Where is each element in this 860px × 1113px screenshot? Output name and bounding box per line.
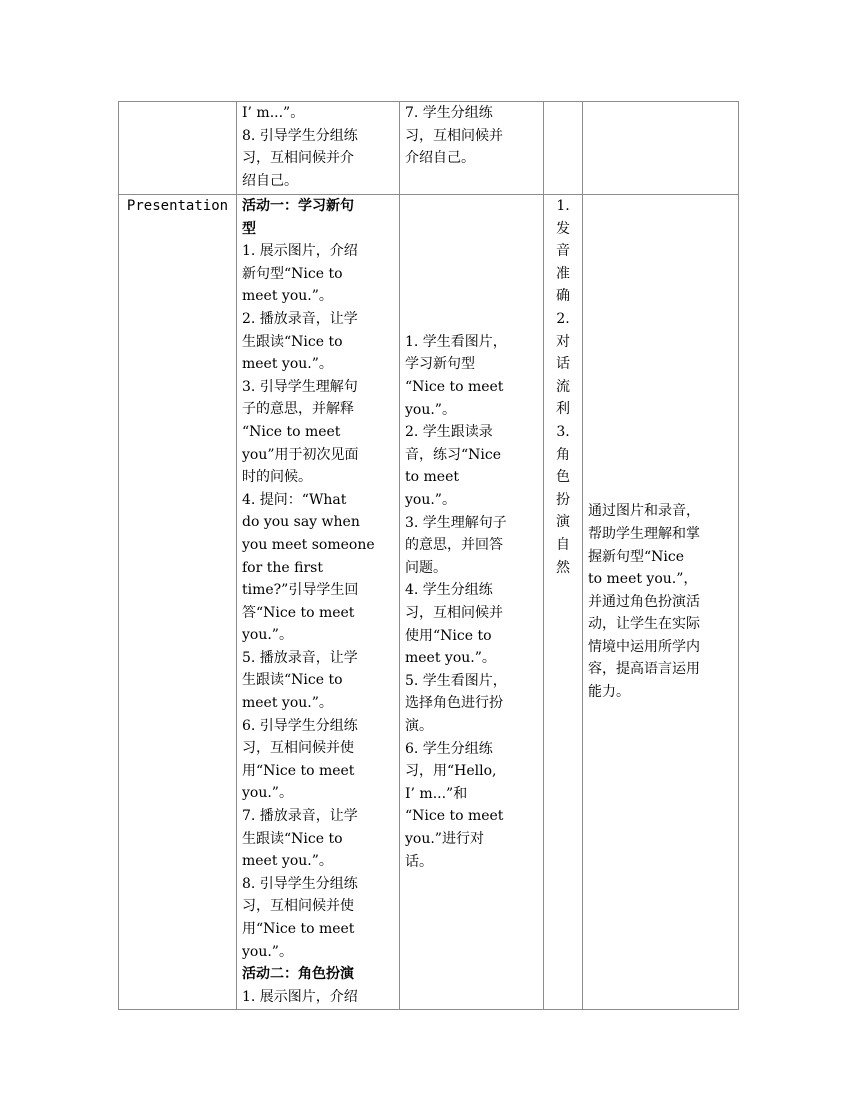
teacher-activity-line: 型 bbox=[242, 220, 256, 237]
purpose-line: 握新句型“Nice bbox=[588, 548, 685, 565]
student-activity-line: 选择角色进行扮 bbox=[405, 695, 503, 712]
assessment-char: 演 bbox=[556, 514, 570, 531]
purpose-line: 容，提高语言运用 bbox=[588, 661, 700, 678]
teacher-activity-line: you meet someone bbox=[242, 536, 375, 553]
student-activity-line: 1. 学生看图片， bbox=[405, 333, 507, 350]
assessment-char: 流 bbox=[556, 378, 570, 395]
teacher-activity-cell bbox=[237, 195, 400, 1010]
teacher-activity-line: 1. 展示图片，介绍 bbox=[242, 243, 358, 260]
purpose-line: 情境中运用所学内 bbox=[588, 638, 700, 655]
purpose-cell bbox=[583, 195, 739, 1010]
student-activity-line: 2. 学生跟读录 bbox=[405, 424, 493, 441]
teacher-activity-line: you”用于初次见面 bbox=[242, 446, 359, 463]
teacher-activity-line: 习，互相问候并使 bbox=[242, 740, 354, 757]
teacher-activity-line: 1. 展示图片，介绍 bbox=[242, 988, 358, 1005]
purpose-line: 动，让学生在实际 bbox=[588, 616, 700, 633]
teacher-activity-line: 活动二：角色扮演 bbox=[242, 966, 354, 983]
student-activity-line: 的意思，并回答 bbox=[405, 537, 503, 554]
teacher-activity-line: for the first bbox=[242, 559, 323, 576]
stage-label: Presentation bbox=[119, 195, 237, 1010]
teacher-activity-line: meet you.”。 bbox=[242, 288, 333, 305]
teacher-activity-line: 子的意思，并解释 bbox=[242, 401, 354, 418]
teacher-activity-line: I’ m...”。 bbox=[242, 105, 305, 121]
teacher-activity-line: meet you.”。 bbox=[242, 695, 333, 712]
student-activity-cell bbox=[400, 102, 544, 195]
student-activity-line: 介绍自己。 bbox=[405, 150, 475, 167]
teacher-activity-line: 6. 引导学生分组练 bbox=[242, 717, 358, 734]
teacher-activity-line: 3. 引导学生理解句 bbox=[242, 378, 358, 395]
table-row bbox=[119, 195, 739, 1010]
teacher-activity-line: 7. 播放录音，让学 bbox=[242, 808, 358, 825]
teacher-activity-line: 习，互相问候并介 bbox=[242, 150, 354, 167]
student-activity-line: 7. 学生分组练 bbox=[405, 105, 493, 121]
student-activity-line: meet you.”。 bbox=[405, 650, 496, 667]
assessment-char: 音 bbox=[556, 243, 570, 260]
student-activity-line: you.”。 bbox=[405, 492, 456, 509]
assessment-char: 2. bbox=[556, 310, 570, 327]
teacher-activity-line: 用“Nice to meet bbox=[242, 921, 355, 937]
student-activity-line: 音，练习“Nice bbox=[405, 446, 502, 463]
teacher-activity-line: meet you.”。 bbox=[242, 853, 333, 870]
lesson-plan-table bbox=[118, 101, 739, 1010]
teacher-activity-line: you.”。 bbox=[242, 627, 293, 644]
student-activity-line: 使用“Nice to bbox=[405, 627, 492, 644]
teacher-activity-line: 习，互相问候并使 bbox=[242, 898, 354, 915]
teacher-activity-line: 答“Nice to meet bbox=[242, 604, 355, 621]
assessment-char: 自 bbox=[556, 536, 570, 553]
teacher-activity-line: 2. 播放录音，让学 bbox=[242, 310, 358, 327]
teacher-activity-line: 用“Nice to meet bbox=[242, 762, 355, 779]
teacher-activity-line: you.”。 bbox=[242, 943, 293, 960]
purpose-line: 能力。 bbox=[588, 684, 630, 701]
purpose-line: 并通过角色扮演活 bbox=[588, 593, 700, 610]
teacher-activity-line: 生跟读“Nice to bbox=[242, 830, 343, 847]
assessment-char: 发 bbox=[556, 220, 570, 237]
teacher-activity-line: 生跟读“Nice to bbox=[242, 672, 343, 689]
assessment-char: 确 bbox=[556, 288, 570, 305]
student-activity-line: 问题。 bbox=[405, 559, 447, 576]
teacher-activity-line: 时的问候。 bbox=[242, 469, 312, 486]
assessment-char: 准 bbox=[556, 265, 570, 282]
teacher-activity-cell bbox=[237, 102, 400, 195]
assessment-char: 扮 bbox=[556, 491, 570, 508]
student-activity-line: “Nice to meet bbox=[405, 379, 504, 396]
teacher-activity-line: do you say when bbox=[242, 514, 360, 531]
assessment-char: 对 bbox=[556, 333, 570, 350]
student-activity-line: you.”。 bbox=[405, 401, 456, 418]
teacher-activity-line: 绍自己。 bbox=[242, 172, 298, 189]
teacher-activity-line: 新句型“Nice to bbox=[242, 265, 343, 282]
student-activity-line: you.”进行对 bbox=[405, 830, 484, 847]
assessment-cell bbox=[544, 195, 583, 1010]
teacher-activity-line: “Nice to meet bbox=[242, 423, 341, 440]
teacher-activity-line: 5. 播放录音，让学 bbox=[242, 649, 358, 666]
teacher-activity-line: 8. 引导学生分组练 bbox=[242, 127, 358, 144]
student-activity-cell bbox=[400, 195, 544, 1010]
assessment-char: 3. bbox=[556, 423, 570, 440]
teacher-activity-line: 活动一：学习新句 bbox=[242, 198, 354, 214]
student-activity-line: 4. 学生分组练 bbox=[405, 582, 493, 599]
purpose-line: to meet you.”， bbox=[588, 571, 698, 588]
assessment-char: 然 bbox=[556, 559, 570, 576]
student-activity-line: 3. 学生理解句子 bbox=[405, 514, 507, 531]
student-activity-line: “Nice to meet bbox=[405, 808, 504, 825]
stage-cell-empty bbox=[119, 102, 237, 195]
purpose-line: 通过图片和录音， bbox=[588, 503, 700, 520]
purpose-line: 帮助学生理解和掌 bbox=[588, 525, 700, 542]
teacher-activity-line: 4. 提问：“What bbox=[242, 491, 347, 508]
assessment-char: 话 bbox=[556, 356, 570, 373]
assessment-char: 1. bbox=[556, 198, 570, 214]
student-activity-line: 习，互相问候并 bbox=[405, 605, 503, 621]
teacher-activity-line: 生跟读“Nice to bbox=[242, 333, 343, 350]
student-activity-line: 习，用“Hello, bbox=[405, 763, 497, 780]
teacher-activity-line: time?”引导学生回 bbox=[242, 582, 359, 599]
student-activity-line: 5. 学生看图片， bbox=[405, 672, 507, 689]
student-activity-line: 话。 bbox=[405, 853, 433, 870]
purpose-cell-empty bbox=[583, 102, 739, 195]
teacher-activity-line: meet you.”。 bbox=[242, 356, 333, 373]
student-activity-line: 6. 学生分组练 bbox=[405, 740, 493, 757]
student-activity-line: I’ m...”和 bbox=[405, 785, 468, 802]
assessment-char: 角 bbox=[556, 446, 570, 463]
table-row bbox=[119, 102, 739, 195]
student-activity-line: 学习新句型 bbox=[405, 356, 475, 373]
assessment-cell-empty bbox=[544, 102, 583, 195]
assessment-char: 色 bbox=[556, 469, 570, 486]
student-activity-line: 演。 bbox=[405, 717, 433, 734]
assessment-char: 利 bbox=[556, 401, 570, 418]
student-activity-line: to meet bbox=[405, 469, 459, 486]
teacher-activity-line: you.”。 bbox=[242, 785, 293, 802]
teacher-activity-line: 8. 引导学生分组练 bbox=[242, 875, 358, 892]
student-activity-line: 习，互相问候并 bbox=[405, 127, 503, 144]
